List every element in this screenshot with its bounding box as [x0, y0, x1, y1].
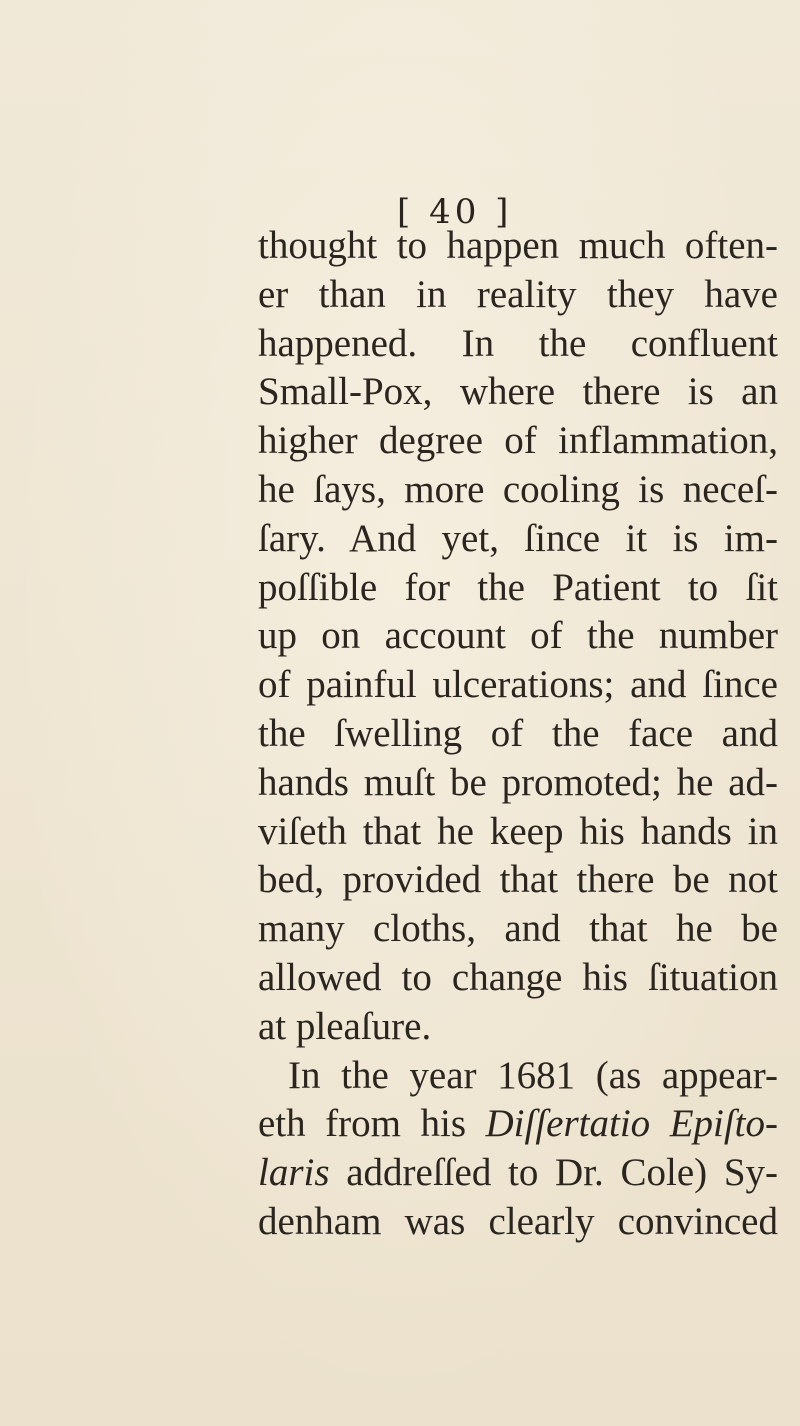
text-line: viſeth that he keep his hands in: [258, 809, 778, 853]
text-line: higher degree of inflammation,: [258, 419, 778, 463]
text-segment: addreſſed to Dr. Cole) Sy-: [329, 1151, 778, 1195]
text-line: up on account of the number: [258, 614, 778, 658]
text-line: thought to happen much often-: [258, 224, 778, 267]
text-line: denham was clearly convinced: [258, 1199, 778, 1243]
text-line: many cloths, and that he be: [258, 907, 778, 951]
text-line: allowed to change his ſituation: [258, 955, 778, 999]
text-line: happened. In the confluent: [258, 321, 778, 365]
text-line: er than in reality they have: [258, 272, 778, 316]
page-number: [ 40 ]: [397, 192, 513, 232]
latin-title-italic: laris: [258, 1151, 330, 1195]
text-line: Small-Pox, where there is an: [258, 370, 778, 414]
text-line-with-italic: [258, 1149, 778, 1198]
paragraph-start-line: In the year 1681 (as appear-: [288, 1053, 778, 1097]
text-line-with-italic: [258, 1100, 778, 1149]
text-line: he ſays, more cooling is neceſ-: [258, 467, 778, 511]
text-line: ſary. And yet, ſince it is im-: [258, 516, 778, 560]
body-text: [258, 222, 778, 1247]
latin-title-italic: Diſſertatio Epiſto-: [485, 1102, 779, 1146]
text-line: hands muſt be promoted; he ad-: [258, 760, 778, 804]
text-line: of painful ulcerations; and ſince: [258, 663, 778, 707]
text-line: the ſwelling of the face and: [258, 711, 778, 755]
text-line: bed, provided that there be not: [258, 858, 778, 902]
text-line: poſſible for the Patient to ſit: [258, 565, 778, 609]
text-line: at pleaſure.: [258, 1004, 432, 1048]
text-segment: eth from his: [258, 1102, 486, 1146]
